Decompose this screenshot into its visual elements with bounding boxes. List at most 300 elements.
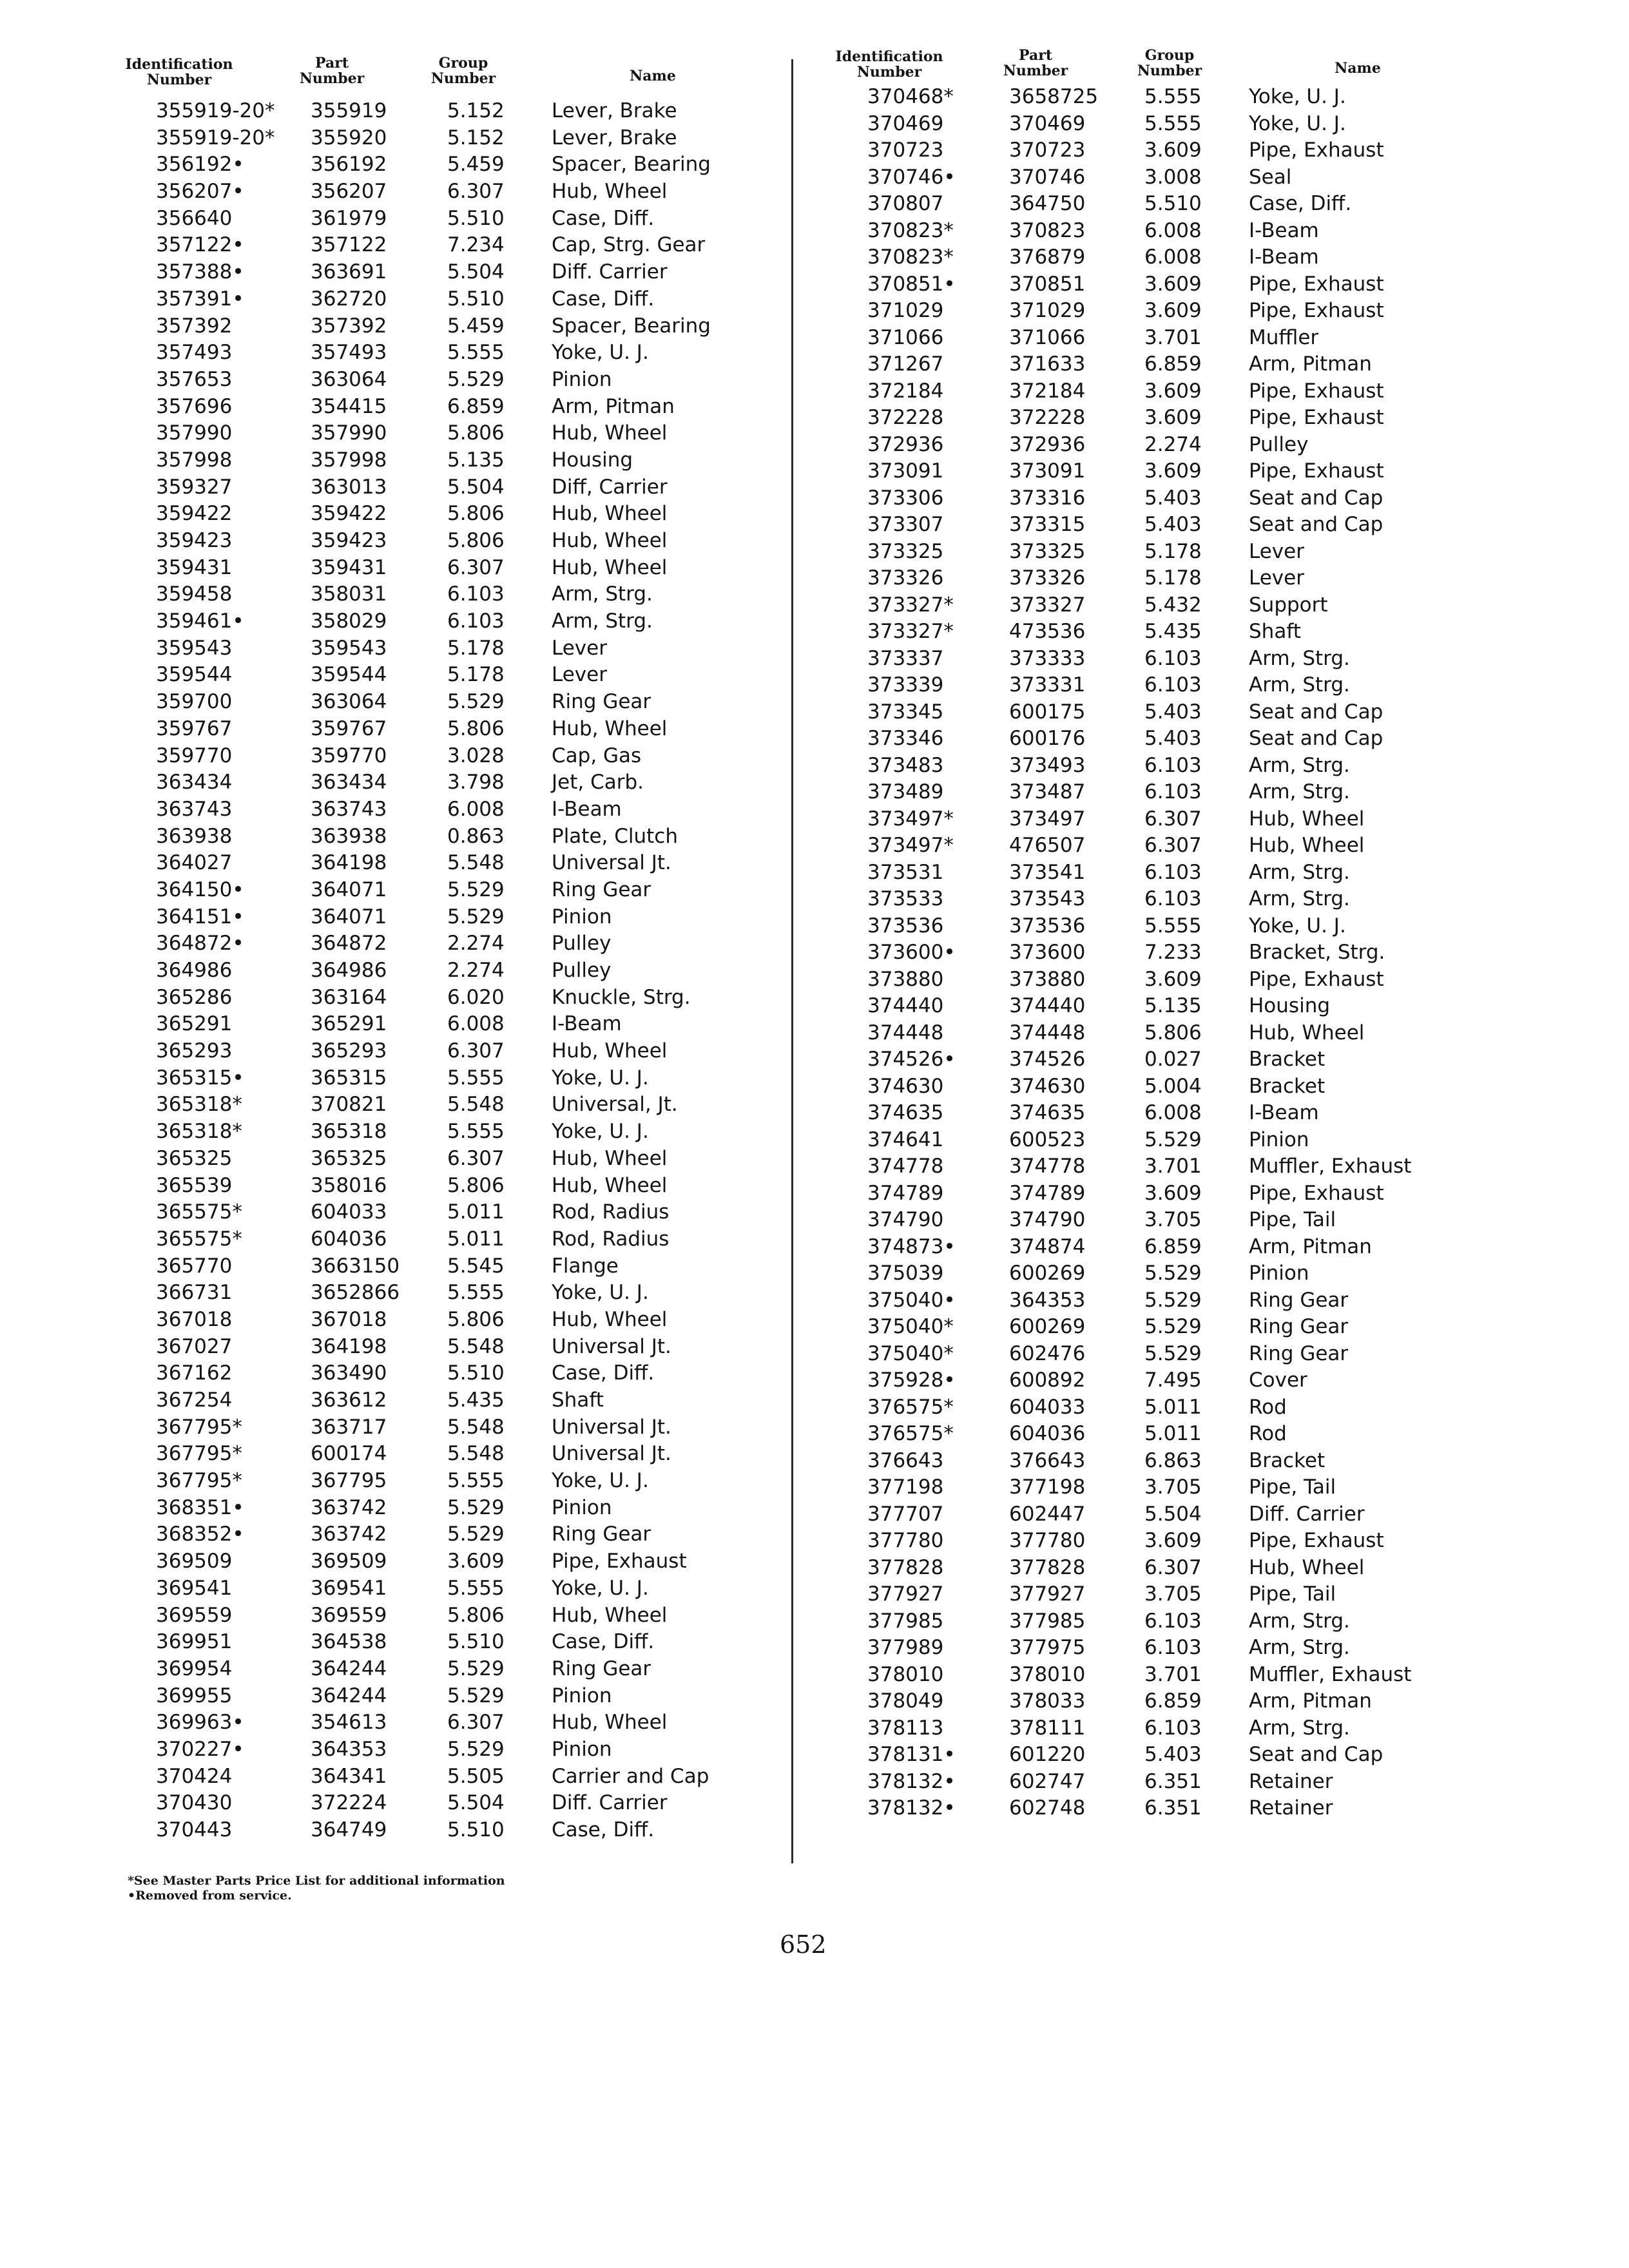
part-number-cell: 372228: [1009, 406, 1086, 429]
table-row: [818, 672, 1527, 699]
identification-number-cell: 376643: [867, 1448, 944, 1472]
identification-number-cell: 370851•: [867, 272, 956, 296]
part-name-cell: Hub, Wheel: [1249, 834, 1365, 857]
group-number-cell: 3.705: [1144, 1208, 1202, 1231]
part-name-cell: Seat and Cap: [1249, 727, 1383, 750]
part-name-cell: Case, Diff.: [1249, 192, 1352, 215]
group-number-cell: 5.555: [447, 1281, 505, 1305]
part-name-cell: Ring Gear: [1249, 1341, 1349, 1365]
part-number-cell: 363938: [311, 824, 387, 848]
table-row: [115, 1011, 805, 1038]
part-number-cell: 364244: [311, 1684, 387, 1707]
part-number-cell: 374448: [1009, 1021, 1086, 1044]
part-name-cell: Lever, Brake: [552, 99, 677, 122]
identification-number-cell: 373306: [867, 486, 944, 510]
part-number-cell: 363717: [311, 1415, 387, 1439]
group-number-cell: 5.529: [447, 878, 505, 901]
page-number: 652: [780, 1930, 827, 1959]
group-number-cell: 3.008: [1144, 165, 1202, 189]
group-number-cell: 5.529: [1144, 1341, 1202, 1365]
part-number-cell: 354415: [311, 394, 387, 418]
identification-number-cell: 355919-20*: [156, 126, 275, 149]
table-row: [115, 447, 805, 474]
footnote-removed: •Removed from service.: [128, 1888, 292, 1903]
identification-number-cell: 359767: [156, 716, 233, 740]
part-name-cell: Yoke, U. J.: [1249, 914, 1346, 937]
table-row: [115, 1575, 805, 1602]
table-row: [115, 394, 805, 421]
group-number-cell: 5.504: [447, 475, 505, 499]
part-name-cell: Arm, Strg.: [552, 610, 653, 633]
part-number-cell: 359423: [311, 529, 387, 552]
part-name-cell: Bracket, Strg.: [1249, 941, 1385, 964]
identification-number-cell: 370443: [156, 1818, 233, 1841]
group-number-cell: 5.178: [1144, 539, 1202, 563]
part-number-cell: 604033: [311, 1200, 387, 1224]
part-number-cell: 600892: [1009, 1369, 1086, 1392]
group-number-cell: 5.510: [447, 206, 505, 230]
group-number-cell: 5.152: [447, 99, 505, 122]
left-column: [115, 55, 805, 1844]
part-number-cell: 365325: [311, 1146, 387, 1170]
part-number-cell: 373536: [1009, 914, 1086, 937]
part-number-cell: 364198: [311, 851, 387, 875]
part-number-cell: 365318: [311, 1120, 387, 1144]
group-number-cell: 7.234: [447, 233, 505, 257]
group-number-cell: 6.351: [1144, 1769, 1202, 1793]
part-number-cell: 376643: [1009, 1448, 1086, 1472]
group-number-cell: 5.555: [447, 341, 505, 365]
group-number-cell: 3.609: [1144, 459, 1202, 483]
part-number-cell: 604033: [1009, 1395, 1086, 1419]
part-name-cell: Hub, Wheel: [552, 1307, 668, 1331]
identification-number-cell: 369963•: [156, 1711, 244, 1735]
table-row: [818, 137, 1527, 164]
part-number-cell: 355919: [311, 99, 387, 122]
group-number-cell: 3.609: [1144, 406, 1202, 429]
part-name-cell: Cap, Gas: [552, 744, 642, 767]
table-row: [115, 178, 805, 206]
table-row: [818, 1341, 1527, 1368]
part-name-cell: Carrier and Cap: [552, 1764, 709, 1788]
group-number-cell: 5.011: [1144, 1422, 1202, 1445]
identification-number-cell: 371066: [867, 325, 944, 349]
table-row: [818, 1421, 1527, 1448]
group-number-cell: 6.008: [1144, 1101, 1202, 1124]
group-number-cell: 6.307: [447, 1039, 505, 1063]
table-row: [818, 405, 1527, 432]
part-name-cell: Pinion: [552, 1737, 612, 1761]
part-name-cell: Arm, Strg.: [1249, 1636, 1350, 1659]
part-name-cell: Plate, Clutch: [552, 824, 678, 848]
group-number-cell: 5.432: [1144, 593, 1202, 617]
part-number-cell: 374440: [1009, 994, 1086, 1017]
part-number-cell: 3658725: [1009, 85, 1099, 108]
group-number-cell: 5.505: [447, 1764, 505, 1788]
table-row: [115, 259, 805, 286]
right-table-body: [818, 84, 1527, 1822]
table-row: [818, 1688, 1527, 1715]
group-number-cell: 5.548: [447, 1415, 505, 1439]
identification-number-cell: 371029: [867, 299, 944, 322]
identification-number-cell: 359422: [156, 502, 233, 526]
part-name-cell: Hub, Wheel: [552, 1173, 668, 1197]
group-number-cell: 5.529: [447, 1657, 505, 1680]
identification-number-cell: 359543: [156, 636, 233, 660]
table-row: [115, 420, 805, 447]
part-name-cell: Rod, Radius: [552, 1200, 670, 1224]
part-name-cell: Hub, Wheel: [552, 1603, 668, 1627]
group-number-cell: 5.135: [447, 448, 505, 472]
group-number-cell: 6.103: [1144, 1716, 1202, 1740]
table-row: [115, 1226, 805, 1253]
identification-number-cell: 375039: [867, 1262, 944, 1285]
group-number-cell: 5.459: [447, 314, 505, 338]
part-name-cell: Hub, Wheel: [1249, 1555, 1365, 1579]
table-row: [115, 1280, 805, 1307]
identification-number-cell: 378132•: [867, 1769, 956, 1793]
part-name-cell: Pinion: [1249, 1262, 1309, 1285]
table-row: [115, 1602, 805, 1629]
part-name-cell: Yoke, U. J.: [552, 1469, 649, 1493]
part-number-cell: 600175: [1009, 700, 1086, 724]
part-name-cell: Retainer: [1249, 1769, 1333, 1793]
part-number-cell: 363490: [311, 1361, 387, 1385]
identification-number-cell: 373489: [867, 780, 944, 803]
part-number-cell: 363742: [311, 1495, 387, 1519]
table-row: [115, 1736, 805, 1763]
header-part-number: Part Number: [1003, 47, 1068, 79]
part-name-cell: Pipe, Tail: [1249, 1208, 1336, 1231]
part-name-cell: Arm, Strg.: [1249, 1609, 1350, 1633]
part-name-cell: Diff. Carrier: [552, 260, 668, 284]
group-number-cell: 5.178: [447, 663, 505, 687]
table-row: [115, 581, 805, 608]
table-row: [818, 913, 1527, 940]
part-number-cell: 602447: [1009, 1502, 1086, 1526]
table-row: [115, 1146, 805, 1173]
identification-number-cell: 367254: [156, 1389, 233, 1412]
table-row: [818, 512, 1527, 539]
part-name-cell: Arm, Strg.: [1249, 780, 1350, 803]
part-number-cell: 364749: [311, 1818, 387, 1841]
identification-number-cell: 355919-20*: [156, 99, 275, 122]
part-name-cell: Pipe, Exhaust: [1249, 379, 1384, 403]
table-row: [115, 501, 805, 528]
table-row: [818, 298, 1527, 325]
part-number-cell: 373497: [1009, 807, 1086, 831]
table-row: [115, 1387, 805, 1414]
table-row: [115, 1709, 805, 1736]
part-number-cell: 373333: [1009, 646, 1086, 670]
part-name-cell: Ring Gear: [1249, 1288, 1349, 1312]
right-column: [818, 47, 1527, 1836]
group-number-cell: 6.307: [447, 1711, 505, 1735]
identification-number-cell: 377780: [867, 1529, 944, 1552]
group-number-cell: 5.548: [447, 1093, 505, 1117]
part-name-cell: Yoke, U. J.: [1249, 111, 1346, 135]
table-row: [818, 351, 1527, 378]
part-name-cell: Rod, Radius: [552, 1227, 670, 1251]
part-name-cell: Pinion: [552, 367, 612, 391]
part-number-cell: 371066: [1009, 325, 1086, 349]
identification-number-cell: 373346: [867, 727, 944, 750]
group-number-cell: 5.178: [447, 636, 505, 660]
part-name-cell: Spacer, Bearing: [552, 153, 711, 177]
part-number-cell: 358029: [311, 610, 387, 633]
group-number-cell: 5.529: [447, 905, 505, 928]
part-name-cell: Arm, Strg.: [1249, 753, 1350, 777]
part-name-cell: Pipe, Exhaust: [1249, 272, 1384, 296]
identification-number-cell: 359327: [156, 475, 233, 499]
part-number-cell: 363013: [311, 475, 387, 499]
group-number-cell: 5.555: [1144, 85, 1202, 108]
part-name-cell: Seat and Cap: [1249, 700, 1383, 724]
table-row: [818, 218, 1527, 245]
identification-number-cell: 373483: [867, 753, 944, 777]
part-number-cell: 370851: [1009, 272, 1086, 296]
identification-number-cell: 376575*: [867, 1422, 954, 1445]
part-name-cell: Jet, Carb.: [552, 771, 644, 794]
identification-number-cell: 375040*: [867, 1315, 954, 1338]
identification-number-cell: 356207•: [156, 180, 244, 204]
part-name-cell: Pipe, Exhaust: [1249, 139, 1384, 162]
group-number-cell: 5.504: [447, 260, 505, 284]
part-name-cell: Universal Jt.: [552, 1334, 671, 1358]
table-row: [818, 1448, 1527, 1475]
part-name-cell: Pinion: [1249, 1128, 1309, 1151]
table-row: [818, 271, 1527, 298]
part-number-cell: 374630: [1009, 1074, 1086, 1098]
identification-number-cell: 371267: [867, 352, 944, 376]
identification-number-cell: 378132•: [867, 1796, 956, 1820]
header-identification-number: Identification Number: [125, 56, 233, 88]
group-number-cell: 5.548: [447, 1334, 505, 1358]
identification-number-cell: 357990: [156, 421, 233, 445]
table-row: [818, 1742, 1527, 1769]
identification-number-cell: 373327*: [867, 620, 954, 643]
identification-number-cell: 359544: [156, 663, 233, 687]
group-number-cell: 7.495: [1144, 1369, 1202, 1392]
table-row: [115, 1790, 805, 1817]
part-name-cell: Muffler, Exhaust: [1249, 1155, 1412, 1178]
identification-number-cell: 374448: [867, 1021, 944, 1044]
part-name-cell: Pulley: [552, 932, 612, 956]
part-name-cell: Hub, Wheel: [552, 180, 668, 204]
part-number-cell: 370823: [1009, 218, 1086, 242]
identification-number-cell: 370823*: [867, 245, 954, 269]
identification-number-cell: 356640: [156, 206, 233, 230]
part-number-cell: 373543: [1009, 887, 1086, 910]
part-name-cell: Yoke, U. J.: [552, 1281, 649, 1305]
table-row: [818, 1795, 1527, 1822]
part-name-cell: Arm, Strg.: [1249, 673, 1350, 697]
group-number-cell: 3.701: [1144, 1662, 1202, 1686]
identification-number-cell: 365318*: [156, 1093, 242, 1117]
part-name-cell: Support: [1249, 593, 1328, 617]
identification-number-cell: 367162: [156, 1361, 233, 1385]
part-number-cell: 357392: [311, 314, 387, 338]
part-number-cell: 374790: [1009, 1208, 1086, 1231]
group-number-cell: 3.705: [1144, 1475, 1202, 1499]
part-name-cell: Muffler: [1249, 325, 1319, 349]
table-row: [818, 592, 1527, 619]
group-number-cell: 5.011: [447, 1200, 505, 1224]
group-number-cell: 5.403: [1144, 486, 1202, 510]
group-number-cell: 7.233: [1144, 941, 1202, 964]
identification-number-cell: 378049: [867, 1689, 944, 1713]
table-row: [115, 1307, 805, 1334]
group-number-cell: 6.307: [447, 1146, 505, 1170]
part-name-cell: Pulley: [1249, 432, 1309, 456]
identification-number-cell: 366731: [156, 1281, 233, 1305]
identification-number-cell: 374873•: [867, 1235, 956, 1258]
identification-number-cell: 375040*: [867, 1341, 954, 1365]
part-number-cell: 365293: [311, 1039, 387, 1063]
group-number-cell: 3.798: [447, 771, 505, 794]
group-number-cell: 3.705: [1144, 1582, 1202, 1606]
part-number-cell: 364538: [311, 1630, 387, 1654]
part-number-cell: 359767: [311, 716, 387, 740]
part-name-cell: I-Beam: [1249, 218, 1319, 242]
identification-number-cell: 369955: [156, 1684, 233, 1707]
table-row: [115, 769, 805, 796]
part-name-cell: Arm, Pitman: [1249, 1689, 1372, 1713]
part-name-cell: Muffler, Exhaust: [1249, 1662, 1412, 1686]
part-number-cell: 373541: [1009, 860, 1086, 884]
group-number-cell: 6.859: [1144, 352, 1202, 376]
part-number-cell: 370746: [1009, 165, 1086, 189]
identification-number-cell: 373339: [867, 673, 944, 697]
part-number-cell: 357493: [311, 341, 387, 365]
part-name-cell: Diff. Carrier: [552, 1791, 668, 1815]
group-number-cell: 6.008: [447, 1012, 505, 1036]
part-number-cell: 359431: [311, 555, 387, 579]
identification-number-cell: 368352•: [156, 1523, 244, 1546]
part-number-cell: 476507: [1009, 834, 1086, 857]
identification-number-cell: 377707: [867, 1502, 944, 1526]
identification-number-cell: 375040•: [867, 1288, 956, 1312]
table-row: [818, 966, 1527, 994]
part-name-cell: Lever: [552, 636, 607, 660]
identification-number-cell: 364150•: [156, 878, 244, 901]
group-number-cell: 2.274: [447, 959, 505, 982]
table-row: [818, 1635, 1527, 1662]
group-number-cell: 5.510: [447, 287, 505, 311]
table-row: [818, 1287, 1527, 1314]
part-number-cell: 369559: [311, 1603, 387, 1627]
header-group-number: Group Number: [1137, 47, 1202, 79]
table-row: [115, 1495, 805, 1522]
identification-number-cell: 365318*: [156, 1120, 242, 1144]
table-row: [818, 832, 1527, 860]
identification-number-cell: 370746•: [867, 165, 956, 189]
identification-number-cell: 365291: [156, 1012, 233, 1036]
part-number-cell: 372184: [1009, 379, 1086, 403]
table-row: [115, 1763, 805, 1791]
part-name-cell: Hub, Wheel: [552, 529, 668, 552]
part-name-cell: Spacer, Bearing: [552, 314, 711, 338]
identification-number-cell: 376575*: [867, 1395, 954, 1419]
table-row: [818, 699, 1527, 726]
table-row: [818, 806, 1527, 833]
table-row: [818, 164, 1527, 191]
identification-number-cell: 373326: [867, 566, 944, 590]
column-divider: [791, 59, 793, 1863]
table-row: [818, 378, 1527, 405]
group-number-cell: 5.555: [447, 1120, 505, 1144]
group-number-cell: 5.806: [447, 716, 505, 740]
group-number-cell: 6.307: [447, 180, 505, 204]
identification-number-cell: 377828: [867, 1555, 944, 1579]
part-name-cell: Yoke, U. J.: [552, 341, 649, 365]
group-number-cell: 5.004: [1144, 1074, 1202, 1098]
part-number-cell: 3663150: [311, 1254, 400, 1278]
group-number-cell: 6.307: [1144, 1555, 1202, 1579]
group-number-cell: 3.609: [1144, 1529, 1202, 1552]
table-row: [115, 1441, 805, 1468]
group-number-cell: 6.859: [447, 394, 505, 418]
identification-number-cell: 374641: [867, 1128, 944, 1151]
group-number-cell: 6.103: [447, 610, 505, 633]
group-number-cell: 5.806: [447, 1307, 505, 1331]
part-name-cell: Cover: [1249, 1369, 1307, 1392]
group-number-cell: 5.011: [447, 1227, 505, 1251]
part-number-cell: 355920: [311, 126, 387, 149]
group-number-cell: 6.008: [1144, 245, 1202, 269]
identification-number-cell: 367027: [156, 1334, 233, 1358]
part-number-cell: 367018: [311, 1307, 387, 1331]
table-row: [818, 779, 1527, 806]
part-name-cell: Lever, Brake: [552, 126, 677, 149]
part-number-cell: 374635: [1009, 1101, 1086, 1124]
part-number-cell: 357122: [311, 233, 387, 257]
header-part-number: Part Number: [299, 55, 365, 87]
identification-number-cell: 369951: [156, 1630, 233, 1654]
table-row: [818, 539, 1527, 566]
group-number-cell: 6.103: [1144, 780, 1202, 803]
part-number-cell: 377985: [1009, 1609, 1086, 1633]
part-number-cell: 378010: [1009, 1662, 1086, 1686]
identification-number-cell: 364872•: [156, 932, 244, 956]
identification-number-cell: 359461•: [156, 610, 244, 633]
table-row: [115, 716, 805, 743]
part-name-cell: Seat and Cap: [1249, 513, 1383, 536]
part-name-cell: Hub, Wheel: [552, 421, 668, 445]
part-number-cell: 363434: [311, 771, 387, 794]
identification-number-cell: 373325: [867, 539, 944, 563]
group-number-cell: 6.307: [447, 555, 505, 579]
identification-number-cell: 365293: [156, 1039, 233, 1063]
group-number-cell: 0.863: [447, 824, 505, 848]
table-row: [818, 1715, 1527, 1742]
group-number-cell: 6.103: [447, 582, 505, 606]
table-row: [818, 1608, 1527, 1635]
part-name-cell: Rod: [1249, 1395, 1287, 1419]
table-row: [818, 886, 1527, 913]
part-name-cell: Case, Diff.: [552, 1361, 655, 1385]
identification-number-cell: 367795*: [156, 1415, 242, 1439]
group-number-cell: 6.103: [1144, 753, 1202, 777]
identification-number-cell: 359431: [156, 555, 233, 579]
identification-number-cell: 374778: [867, 1155, 944, 1178]
part-name-cell: Hub, Wheel: [552, 1039, 668, 1063]
group-number-cell: 5.806: [447, 529, 505, 552]
identification-number-cell: 369954: [156, 1657, 233, 1680]
part-number-cell: 364341: [311, 1764, 387, 1788]
part-number-cell: 378111: [1009, 1716, 1086, 1740]
table-row: [115, 151, 805, 178]
